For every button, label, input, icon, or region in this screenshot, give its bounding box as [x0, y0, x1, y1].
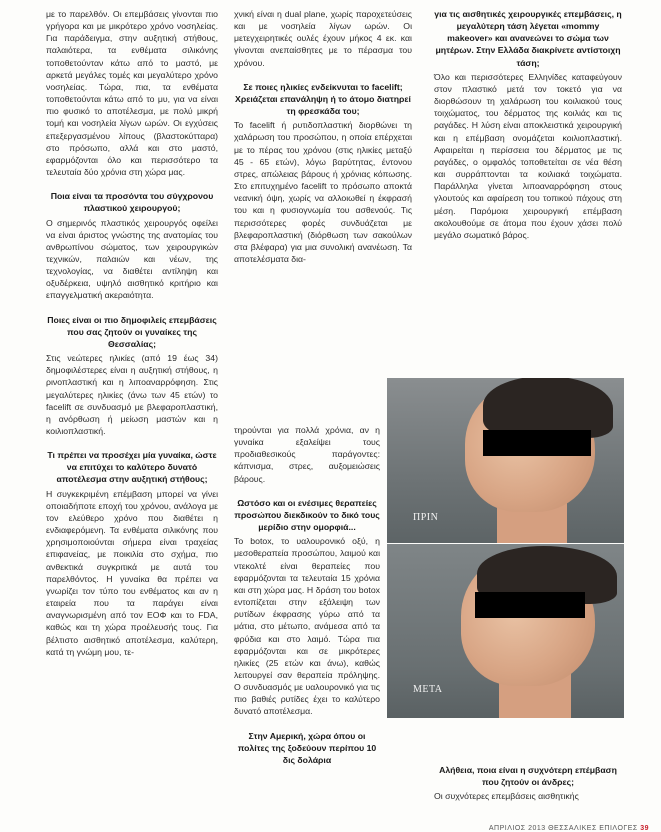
after-label: ΜΕΤΑ [413, 684, 443, 695]
question-heading: Ποια είναι τα προσόντα του σύγχρονου πλαστικού χειρουργού; [50, 191, 214, 214]
question-heading: Αλήθεια, ποια είναι η συχνότερη επέμβαση που ζητούν οι άνδρες; [439, 765, 617, 788]
paragraph: Το botox, το υαλουρονικό οξύ, η μεσοθεραπεία προσώπου, λαιμού και ντεκολτέ είναι θεραπείες που εφαρμόζονται τα τελευταία 15 χρόνια και στη χώρα μας. Η δράση του botox εντοπίζεται στην εξάλειψη των ρυτίδων έκφρασης γύρω από τα μάτια, στο μέτωπο, ανάμεσα από τα φρύδια και στο λαιμό. Τώρα πια εφαρμόζονται και σε μικρότερες ηλικίες (25 ετών και άνω), καθώς λειτουργεί σαν θεραπεία πρόληψης. Ο συνδυασμός με υαλουρονικό για τις πιο βαθιές ρυτίδες έχει το καλύτερο δυνατό αποτέλεσμα. [234, 536, 380, 717]
question-heading: για τις αισθητικές χειρουργικές επεμβάσεις, η μεγαλύτερη τάση λέγεται «mommy makeover» και ανανεώνει το σώμα των μητέρων. Στην Ελλάδα διακρίνετε αντίστοιχη τάση; [434, 9, 622, 68]
paragraph: Στις νεώτερες ηλικίες (από 19 έως 34) δημοφιλέστερες είναι η αυξητική στήθους, η ρινοπλαστική και η λιποαναρρόφηση. Στις μεγαλύτερες ηλικίες (άνω των 45 ετών) το facelift σε συνδυασμό με βλεφαροπλαστική, η ανόρθωση ή μείωση μαστών και η κοιλιοπλαστική. [46, 353, 218, 436]
column-2-lower [234, 424, 380, 768]
page-footer [489, 825, 649, 832]
question-heading: Ποιες είναι οι πιο δημοφιλείς επεμβάσεις που σας ζητούν οι γυναίκες της Θεσσαλίας; [47, 314, 217, 349]
before-photo [387, 378, 624, 543]
question-heading: Σε ποιες ηλικίες ενδείκνυται το facelift; Χρειάζεται επανάληψη ή το άτομο διατηρεί τη φρεσκάδα του; [235, 81, 411, 117]
before-after-photos [387, 378, 624, 718]
column-3-lower [434, 764, 622, 802]
paragraph: Το facelift ή ρυτιδοπλαστική διορθώνει τη χαλάρωση του προσώπου, η οποία επέρχεται με το πέρας του χρόνου (στις ηλικίες μεταξύ 45 - 65 ετών), λόγω βαρύτητας, έντονου στρες, απώλειας βάρους ή χρόνιας κόπωσης. Στο επιτυχημένο facelift το πρόσωπο αποκτά νεανική όψη, χωρίς να αλλοιωθεί η έκφρασή του και η φυσιογνωμία του ασθενούς. Τις περισσότερες φορές συνδυάζεται με βλεφαροπλαστική (διόρθωση των σακούλων στα βλέφαρα) για μια συνολική ανανέωση. Τα αποτελέσματα δια- [234, 120, 412, 264]
question-heading: Ωστόσο και οι ενέσιμες θεραπείες προσώπου διεκδικούν το δικό τους μερίδιο στην ομορφιά... [234, 497, 380, 533]
privacy-bar [475, 592, 585, 618]
question-heading: Τι πρέπει να προσέχει μία γυναίκα, ώστε να επιτύχει το καλύτερο δυνατό αποτέλεσμα στην αυξητική στήθους; [47, 450, 217, 485]
column-3-upper [434, 8, 622, 241]
hair-shape [483, 378, 613, 438]
question-heading: Στην Αμερική, χώρα όπου οι πολίτες της ξοδεύουν περίπου 10 δις δολάρια [237, 730, 377, 765]
paragraph: Όλο και περισσότερες Ελληνίδες καταφεύγουν στον πλαστικό μετά τον τοκετό για να διορθώσουν τη χαλάρωση του κοιλιακού τους τοιχώματος, του δέρματος της κοιλιάς και τις ραγάδες. Η λύση είναι αποκλειστικά χειρουργική και η επέμβαση ονομάζεται κοιλιοπλαστική. Αφαιρείται η περίσσεια του δέρματος με τις ραγάδες, ο ομφαλός τοποθετείται σε νέα θέση και συρράπτονται τα κοιλιακά τοιχώματα. Παράλληλα γίνεται λιποαναρρόφηση στους γλουτούς και αφαίρεση του τοπικού πάχους στη μέση. Παρόμοια χειρουργική επέμβαση ακολουθούμε σε άτομα που έχουν χάσει πολύ μεγάλο σωματικό βάρος. [434, 71, 622, 240]
page-number: 39 [640, 825, 649, 832]
paragraph: τηρούνται για πολλά χρόνια, αν η γυναίκα εξαλείψει τους προδιαθεσικούς παράγοντες: κάπνισμα, στρες, αυξομειώσεις βάρους. [234, 425, 380, 484]
column-2-upper [234, 8, 412, 265]
after-photo [387, 544, 624, 718]
paragraph: Ο σημερινός πλαστικός χειρουργός οφείλει να είναι άριστος γνώστης της ανατομίας του ανθρωπίνου σώματος, των χειρουργικών τεχνικών, παλαιών και νέων, της τεχνολογίας, να διαθέτει αντίληψη και οξυδέρκεια, υψηλό αισθητικό κριτήριο και επαγγελματική ακεραιότητα. [46, 217, 218, 301]
before-label: ΠΡΙΝ [413, 512, 439, 523]
privacy-bar [483, 430, 591, 456]
paragraph: Οι συχνότερες επεμβάσεις αισθητικής [434, 791, 579, 802]
paragraph: χνική είναι η dual plane, χωρίς παροχετεύσεις και με νοσηλεία λίγων ωρών. Οι μετεγχειρητικές ουλές έχουν μήκος 4 εκ. και γίνονται ανεπαίσθητες με το πέρασμα του χρόνου. [234, 9, 412, 68]
column-1 [46, 8, 218, 658]
paragraph: Η συγκεκριμένη επέμβαση μπορεί να γίνει οποιαδήποτε εποχή του χρόνου, ανάλογα με τον ελεύθερο χρόνο που διαθέτει η ενδιαφερόμενη. Τα ενθέματα σιλικόνης που χρησιμοποιούνται σήμερα είναι τραχείας επιφανείας, με ποικιλία στο σχήμα, πιο ανθεκτικά συγκριτικά με αυτά του παρελθόντος. Η γυναίκα θα πρέπει να γνωρίζει τον τύπο του ενθέματος και αν η εταιρεία που τα παράγει είναι αναγνωρισμένη από τον ΕΟΦ και το FDA, καθώς και τη χώρα προέλευσής τους. Για βέλτιστο αισθητικό αποτέλεσμα, καλύτερη, κατά τη γνώμη μου, τε- [46, 488, 218, 657]
paragraph: με το παρελθόν. Οι επεμβάσεις γίνονται πιο γρήγορα και με μικρότερο χρόνο νοσηλείας. Για παράδειγμα, στην αυξητική στήθους, παλαιότερα, τα ενθέματα σιλικόνης τοποθετούνταν κάτω από το μαστό, με αρκετά μεγάλες τομές και μεγαλύτερο χρόνο νοσηλείας. Τώρα, πια, τα ενθέματα τοποθετούνται κάτω από το μυ, για να είναι πιο φυσικό το αποτέλεσμα, με πολύ μικρή τομή και νοσηλεία λίγων ωρών. Οι εγχύσεις επεξεργασμένου λίπους (βλαστοκύτταρα) στο πρόσωπο, αλλά και στο μαστό, εφαρμόζονται όλο και περισσότερο τα τελευταία δύο χρόνια στη χώρα μας. [46, 9, 218, 178]
footer-text: ΑΠΡΙΛΙΟΣ 2013 ΘΕΣΣΑΛΙΚΕΣ ΕΠΙΛΟΓΕΣ [488, 825, 638, 832]
